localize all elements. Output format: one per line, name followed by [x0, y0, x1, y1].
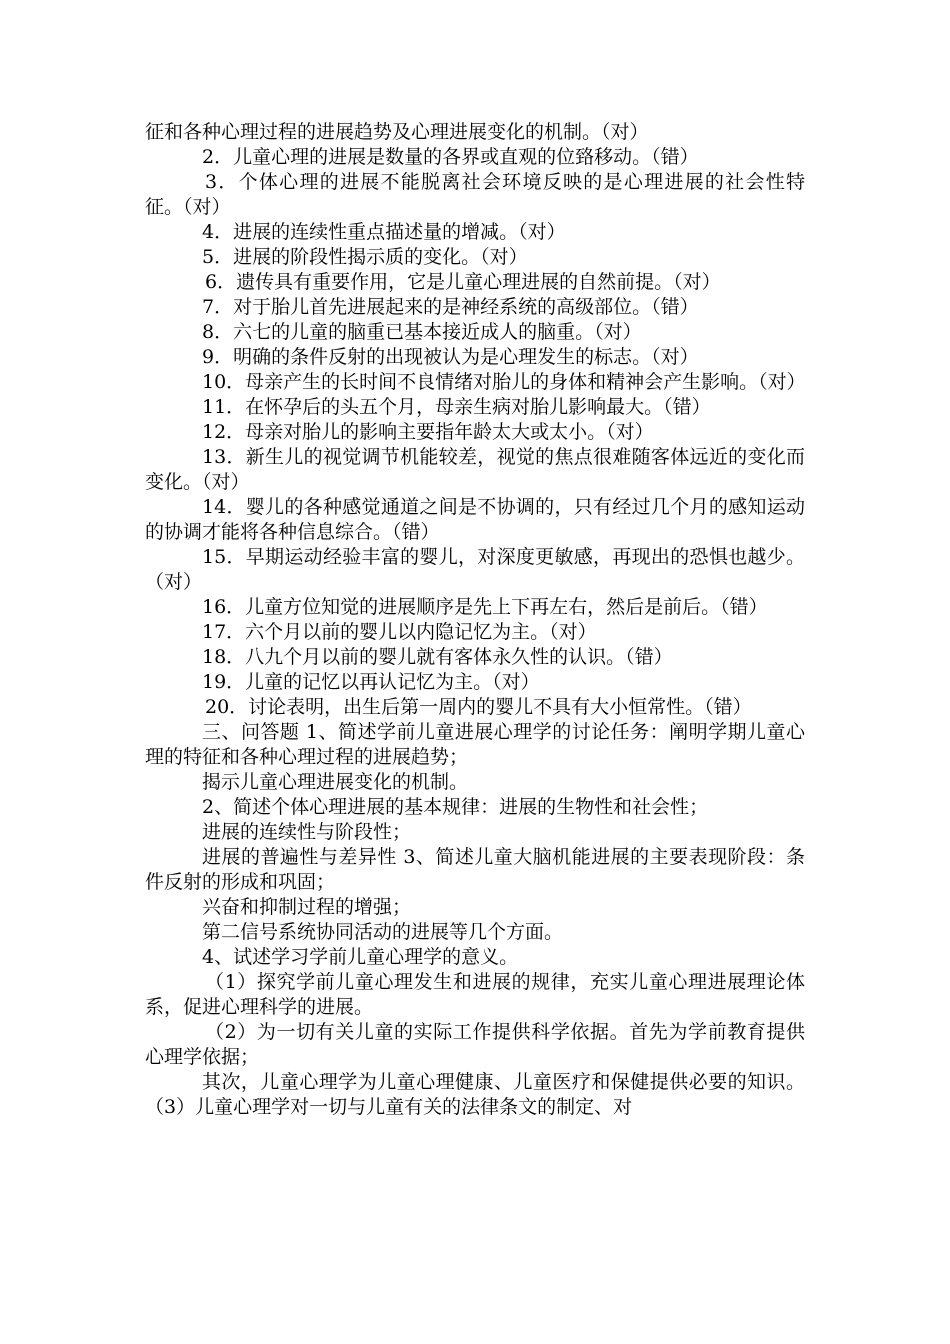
answer-point-2: （2）为一切有关儿童的实际工作提供科学依据。首先为学前教育提供心理学依据；: [145, 1021, 805, 1068]
question-section-heading: 三、问答题 1、简述学前儿童进展心理学的讨论任务：阐明学期儿童心理的特征和各种心理过程的进展趋势；: [145, 721, 805, 768]
answer-line: 兴奋和抑制过程的增强；: [202, 896, 412, 918]
true-false-item-14: 14．婴儿的各种感觉通道之间是不协调的，只有经过几个月的感知运动的协调才能将各种信息综合。（错）: [145, 496, 805, 543]
question-3: 进展的普遍性与差异性 3、简述儿童大脑机能进展的主要表现阶段：条件反射的形成和巩固；: [145, 846, 805, 893]
true-false-item-8: 8．六七的儿童的脑重已基本接近成人的脑重。（对）: [202, 321, 642, 343]
true-false-item-18: 18．八九个月以前的婴儿就有客体永久性的认识。（错）: [202, 646, 673, 668]
true-false-item-4: 4．进展的连续性重点描述量的增减。（对）: [202, 221, 566, 243]
true-false-item-17: 17．六个月以前的婴儿以内隐记忆为主。（对）: [202, 621, 597, 643]
true-false-item-7: 7．对于胎儿首先进展起来的是神经系统的高级部位。（错）: [202, 296, 699, 318]
answer-point-1: （1）探究学前儿童心理发生和进展的规律，充实儿童心理进展理论体系，促进心理科学的进展。: [145, 971, 805, 1018]
true-false-item-6: 6．遗传具有重要作用，它是儿童心理进展的自然前提。（对）: [205, 271, 721, 293]
true-false-item-5: 5．进展的阶段性揭示质的变化。（对）: [202, 246, 528, 268]
true-false-item-10: 10．母亲产生的长时间不良情绪对胎儿的身体和精神会产生影响。（对）: [202, 371, 806, 393]
true-false-item-11: 11．在怀孕后的头五个月，母亲生病对胎儿影响最大。（错）: [202, 396, 711, 418]
true-false-item-16: 16．儿童方位知觉的进展顺序是先上下再左右，然后是前后。（错）: [202, 596, 768, 618]
question-2: 2、简述个体心理进展的基本规律：进展的生物性和社会性；: [202, 796, 709, 818]
true-false-item-3: 3．个体心理的进展不能脱离社会环境反映的是心理进展的社会性特征。（对）: [145, 171, 805, 218]
answer-line: 第二信号系统协同活动的进展等几个方面。: [202, 921, 564, 943]
true-false-item-2: 2．儿童心理的进展是数量的各界或直观的位臵移动。（错）: [202, 146, 699, 168]
answer-point-3: 其次，儿童心理学为儿童心理健康、儿童医疗和保健提供必要的知识。（3）儿童心理学对一切与儿童有关的法律条文的制定、对: [145, 1071, 805, 1118]
true-false-item-12: 12．母亲对胎儿的影响主要指年龄太大或太小。（对）: [202, 421, 654, 443]
document-body: [145, 120, 805, 1120]
answer-line: 进展的连续性与阶段性；: [202, 821, 412, 843]
paragraph-continuation: 征和各种心理过程的进展趋势及心理进展变化的机制。（对）: [145, 121, 649, 143]
true-false-item-9: 9．明确的条件反射的出现被认为是心理发生的标志。（对）: [202, 346, 699, 368]
question-4: 4、试述学习学前儿童心理学的意义。: [202, 946, 519, 968]
true-false-item-15: 15．早期运动经验丰富的婴儿，对深度更敏感，再现出的恐惧也越少。（对）: [145, 546, 805, 593]
true-false-item-13: 13．新生儿的视觉调节机能较差，视觉的焦点很难随客体远近的变化而变化。（对）: [145, 446, 805, 493]
true-false-item-19: 19．儿童的记忆以再认记忆为主。（对）: [202, 671, 540, 693]
true-false-item-20: 20．讨论表明，出生后第一周内的婴儿不具有大小恒常性。（错）: [205, 696, 752, 718]
answer-line: 揭示儿童心理进展变化的机制。: [202, 771, 469, 793]
